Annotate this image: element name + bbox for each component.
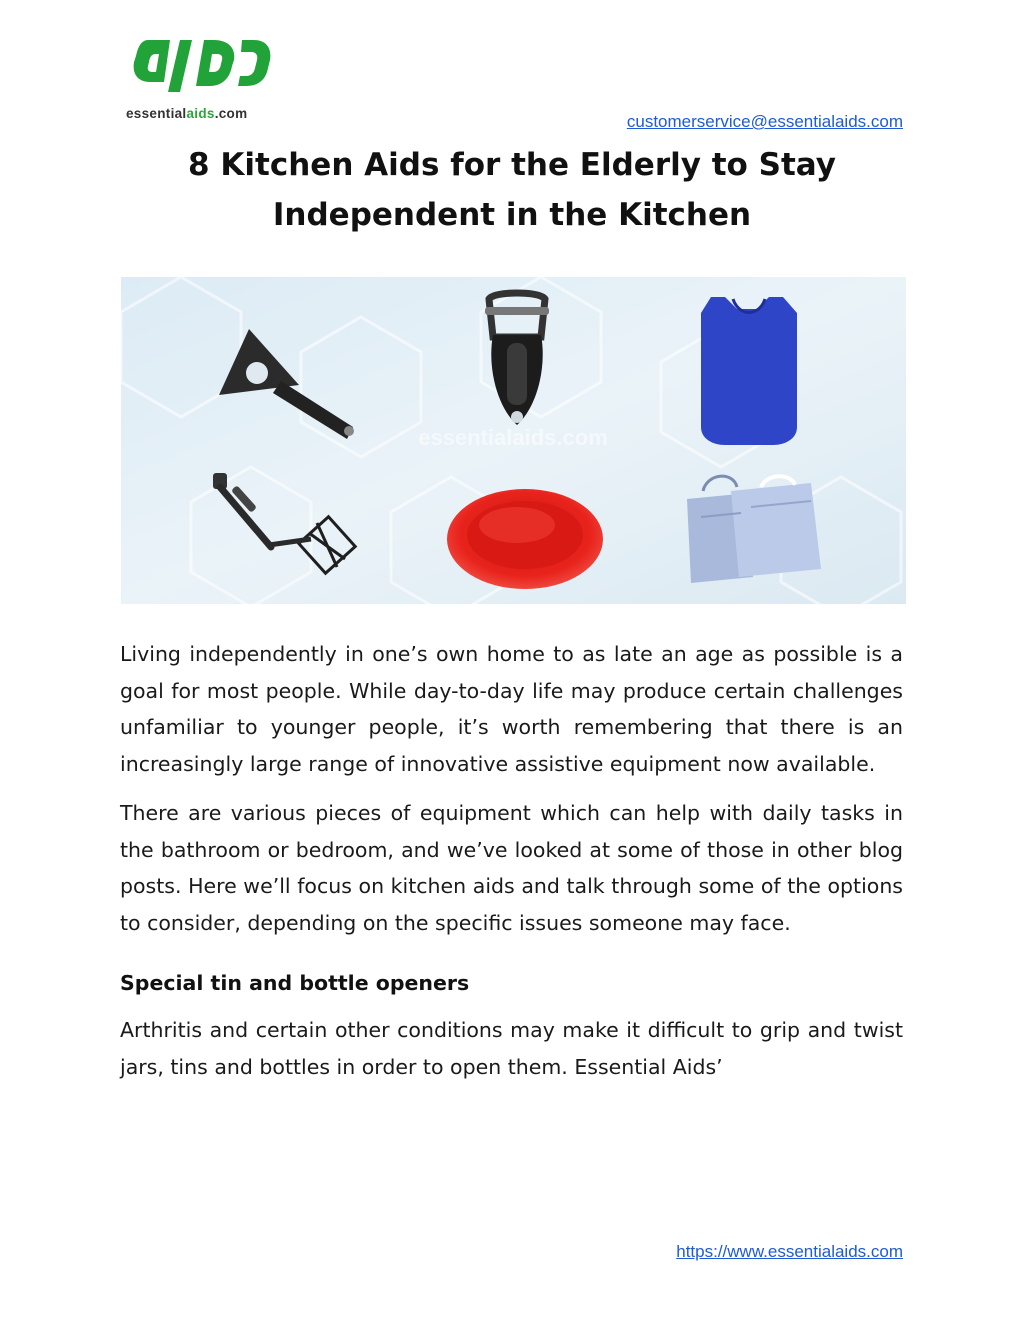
article-body bbox=[120, 636, 903, 1098]
section-heading: Special tin and bottle openers bbox=[120, 971, 470, 995]
logo-text-suffix: .com bbox=[214, 106, 248, 121]
essentialaids-logo[interactable] bbox=[126, 34, 296, 124]
blue-apron-icon bbox=[701, 297, 797, 445]
overview-paragraph: There are various pieces of equipment which can help with daily tasks in the bathroom or bedroom, and we’ve looked at some of those in other blog posts. Here we’ll focus on kitchen aids and talk through some of the options to consider, depending on the specific issues someone may face. bbox=[120, 801, 903, 935]
customer-service-email-link[interactable]: customerservice@essentialaids.com bbox=[626, 112, 903, 131]
kitchen-aids-illustration bbox=[121, 277, 906, 604]
website-link[interactable]: https://www.essentialaids.com bbox=[676, 1242, 903, 1261]
essentialaids-logo-icon bbox=[126, 34, 296, 104]
hero-image bbox=[121, 277, 906, 604]
red-plate-icon bbox=[447, 489, 603, 589]
intro-paragraph: Living independently in one’s own home to as late an age as possible is a goal for most people. While day-to-day life may produce certain challenges unfamiliar to younger people, it’s worth remembering that there is an increasingly large range of innovative assistive equipment now available. bbox=[120, 642, 903, 776]
section-paragraph: Arthritis and certain other conditions may make it difficult to grip and twist jars, tins and bottles in order to open them. Essential Aids’ bbox=[120, 1018, 903, 1079]
logo-wordmark bbox=[126, 106, 296, 121]
logo-text-highlight: aids bbox=[186, 106, 215, 121]
article-title: 8 Kitchen Aids for the Elderly to Stay Independent in the Kitchen bbox=[188, 147, 836, 233]
hero-watermark: essentialaids.com bbox=[418, 425, 608, 450]
logo-text-prefix: essential bbox=[126, 106, 187, 121]
